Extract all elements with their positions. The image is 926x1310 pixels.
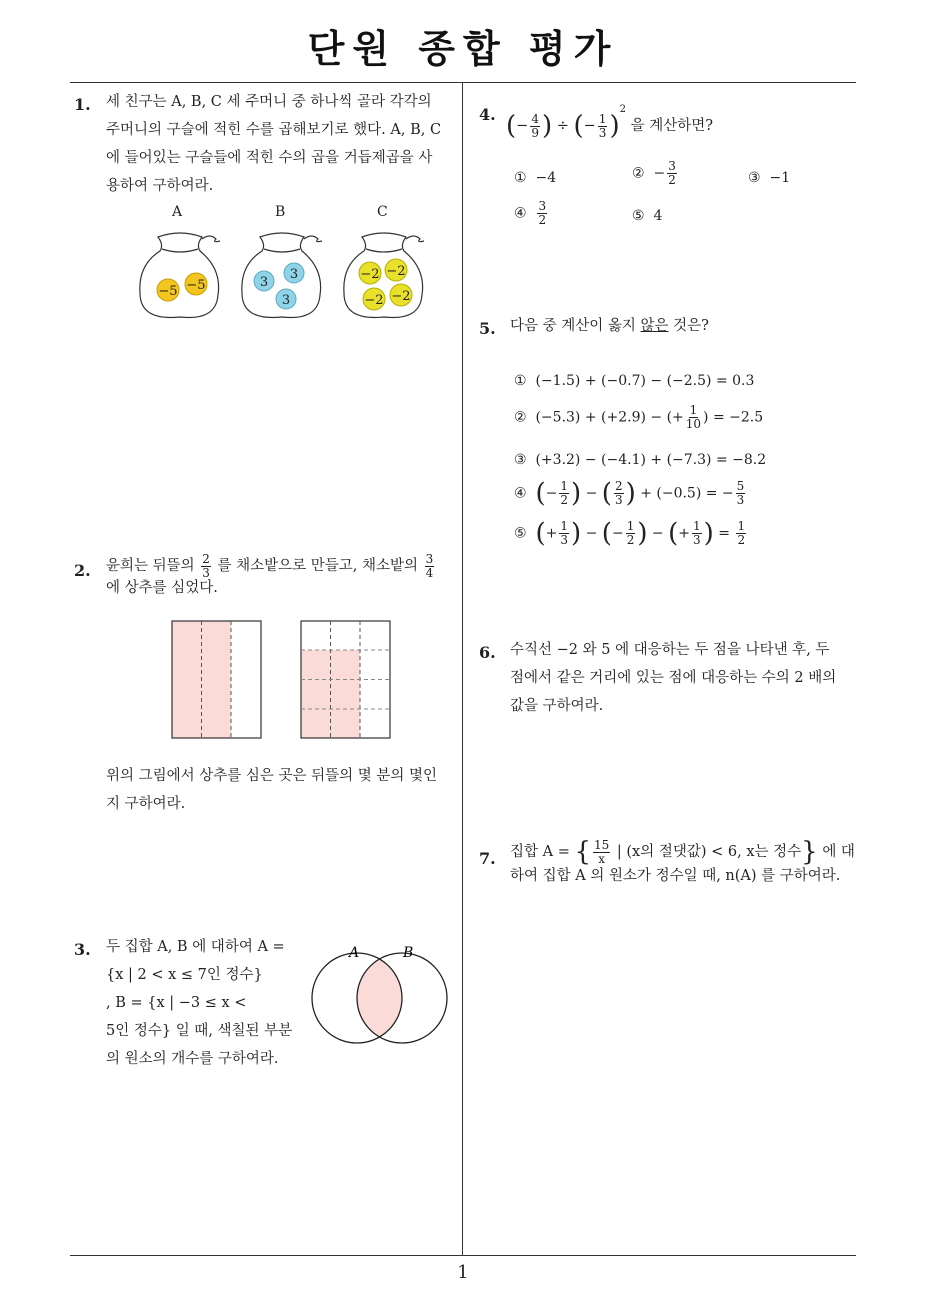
q3-line: 의 원소의 개수를 구하여라.: [106, 1051, 279, 1067]
marble-label: −2: [391, 289, 411, 304]
q5-choice-1[interactable]: ① (−1.5) + (−0.7) − (−2.5) = 0.3: [514, 373, 755, 389]
q1-number: 1.: [74, 95, 91, 114]
page-title: 단원 종합 평가: [307, 27, 619, 71]
q6-text: [510, 636, 860, 720]
marble: [276, 289, 296, 309]
q5-choice-5[interactable]: ⑤ (+ $\frac{1}{3}$ ) − (− $\frac{1}{2}$ ) − (+ $\frac{1}{3}$ ) = $\frac{1}{2}$: [514, 518, 746, 549]
q2-number: 2.: [74, 561, 91, 580]
marble-label: −2: [360, 267, 380, 282]
marble: [363, 288, 385, 310]
q1-line: 용하여 구하여라.: [106, 178, 214, 194]
marble: [284, 263, 304, 283]
q3-number: 3.: [74, 940, 91, 959]
q5-text: 다음 중 계산이 옳지 않은 것은?: [510, 318, 709, 334]
q1-line: 세 친구는 A, B, C 세 주머니 중 하나씩 골라 각각의: [106, 94, 432, 110]
q4-choice-4[interactable]: ④ $\frac{3}{2}$: [514, 199, 547, 227]
garden-diagram: [170, 620, 394, 740]
top-rule: [70, 82, 856, 83]
marble-bags-illustration: [130, 225, 450, 325]
q2-text-a: 윤희는 뒤뜰의: [106, 558, 195, 574]
q4-frac-2: $\frac{1}{3}$: [598, 111, 607, 140]
q7-text: 집합 A = { $\frac{15}{x}$ | (x의 절댓값) < 6, x는 정수} 에 대 하여 집합 A 의 원소가 정수일 때, n(A) 를 구하여라.: [510, 838, 860, 890]
q4-exponent: 2: [619, 104, 626, 115]
q7-frac: $\frac{15}{x}$: [594, 837, 610, 866]
bag-c: [344, 233, 424, 318]
q3-line: 5인 정수} 일 때, 색칠된 부분: [106, 1023, 293, 1039]
garden-left: [172, 621, 261, 738]
q2-frac-three-quarters: $\frac{3}{4}$: [425, 551, 434, 580]
q6-line: 점에서 같은 거리에 있는 점에 대응하는 수의 2 배의: [510, 670, 837, 686]
marble-label: −2: [386, 264, 406, 279]
bag-a: [140, 233, 220, 318]
marble: [254, 271, 274, 291]
q2-text-b: 를 채소밭으로 만들고, 채소밭의: [217, 558, 419, 574]
q6-line: 값을 구하여라.: [510, 698, 604, 714]
q6-number: 6.: [479, 643, 496, 662]
bottom-rule: [70, 1255, 856, 1256]
q7-line2: 하여 집합 A 의 원소가 정수일 때, n(A) 를 구하여라.: [510, 868, 841, 884]
q4-frac-1: $\frac{4}{9}$: [531, 111, 539, 140]
marble: [385, 259, 407, 281]
venn-label-a: A: [349, 945, 360, 961]
q5-number: 5.: [479, 319, 496, 338]
bag-c-label: C: [377, 204, 388, 220]
marble-label: −5: [186, 278, 206, 293]
q2-after-text: [106, 762, 458, 818]
q4-tail: 을 계산하면?: [630, 118, 713, 134]
marble-label: 3: [281, 293, 291, 308]
venn-diagram: [305, 940, 455, 1045]
q3-line: , B = {x | −3 ≤ x <: [106, 995, 247, 1011]
q4-choice-2[interactable]: ② − $\frac{3}{2}$: [632, 159, 676, 187]
q1-text: [106, 88, 458, 200]
q7-number: 7.: [479, 849, 496, 868]
q1-line: 에 들어있는 구슬들에 적힌 수의 곱을 거듭제곱을 사: [106, 150, 433, 166]
q4-expression: (− $\frac{4}{9}$ ) ÷ (− $\frac{1}{3}$ )$^2$ 을 계산하면?: [506, 104, 713, 141]
q2-text: [106, 552, 458, 602]
q2-line2: 에 상추를 심었다.: [106, 580, 218, 596]
q5-choice-2[interactable]: ② (−5.3) + (+2.9) − (+ $\frac{1}{10}$ ) = −2.5: [514, 403, 764, 431]
q4-number: 4.: [479, 105, 496, 124]
marble: [185, 273, 207, 295]
q2-after-line: 지 구하여라.: [106, 796, 186, 812]
q1-line: 주머니의 구슬에 적힌 수를 곱해보기로 했다. A, B, C: [106, 122, 442, 138]
q4-operator: ÷: [556, 118, 569, 134]
garden-right: [301, 621, 390, 738]
marble-label: −5: [158, 284, 178, 299]
page-number: 1: [457, 1262, 469, 1283]
marble: [390, 284, 412, 306]
column-divider: [462, 83, 463, 1256]
q5-choice-4[interactable]: ④ (− $\frac{1}{2}$ ) − ( $\frac{2}{3}$ ) + (−0.5) = − $\frac{5}{3}$: [514, 478, 745, 509]
q2-after-line: 위의 그림에서 상추를 심은 곳은 뒤뜰의 몇 분의 몇인: [106, 768, 438, 784]
marble-label: 3: [259, 275, 269, 290]
bag-b-label: B: [275, 204, 286, 220]
q4-choice-5[interactable]: ⑤ 4: [632, 208, 663, 224]
marble-label: 3: [289, 267, 299, 282]
q3-line: 두 집합 A, B 에 대하여 A =: [106, 939, 285, 955]
q5-choice-3[interactable]: ③ (+3.2) − (−4.1) + (−7.3) = −8.2: [514, 452, 767, 468]
marble: [157, 279, 179, 301]
q3-line: {x | 2 < x ≤ 7인 정수}: [106, 967, 263, 983]
marble-label: −2: [364, 293, 384, 308]
bag-a-label: A: [172, 204, 183, 220]
q2-frac-two-thirds: $\frac{2}{3}$: [202, 551, 210, 580]
q6-line: 수직선 −2 와 5 에 대응하는 두 점을 나타낸 후, 두: [510, 642, 830, 658]
q3-text: [106, 933, 302, 1073]
venn-label-b: B: [403, 945, 414, 961]
q4-choice-3[interactable]: ③ −1: [748, 170, 791, 186]
marble: [359, 262, 381, 284]
q4-choice-1[interactable]: ① −4: [514, 170, 557, 186]
